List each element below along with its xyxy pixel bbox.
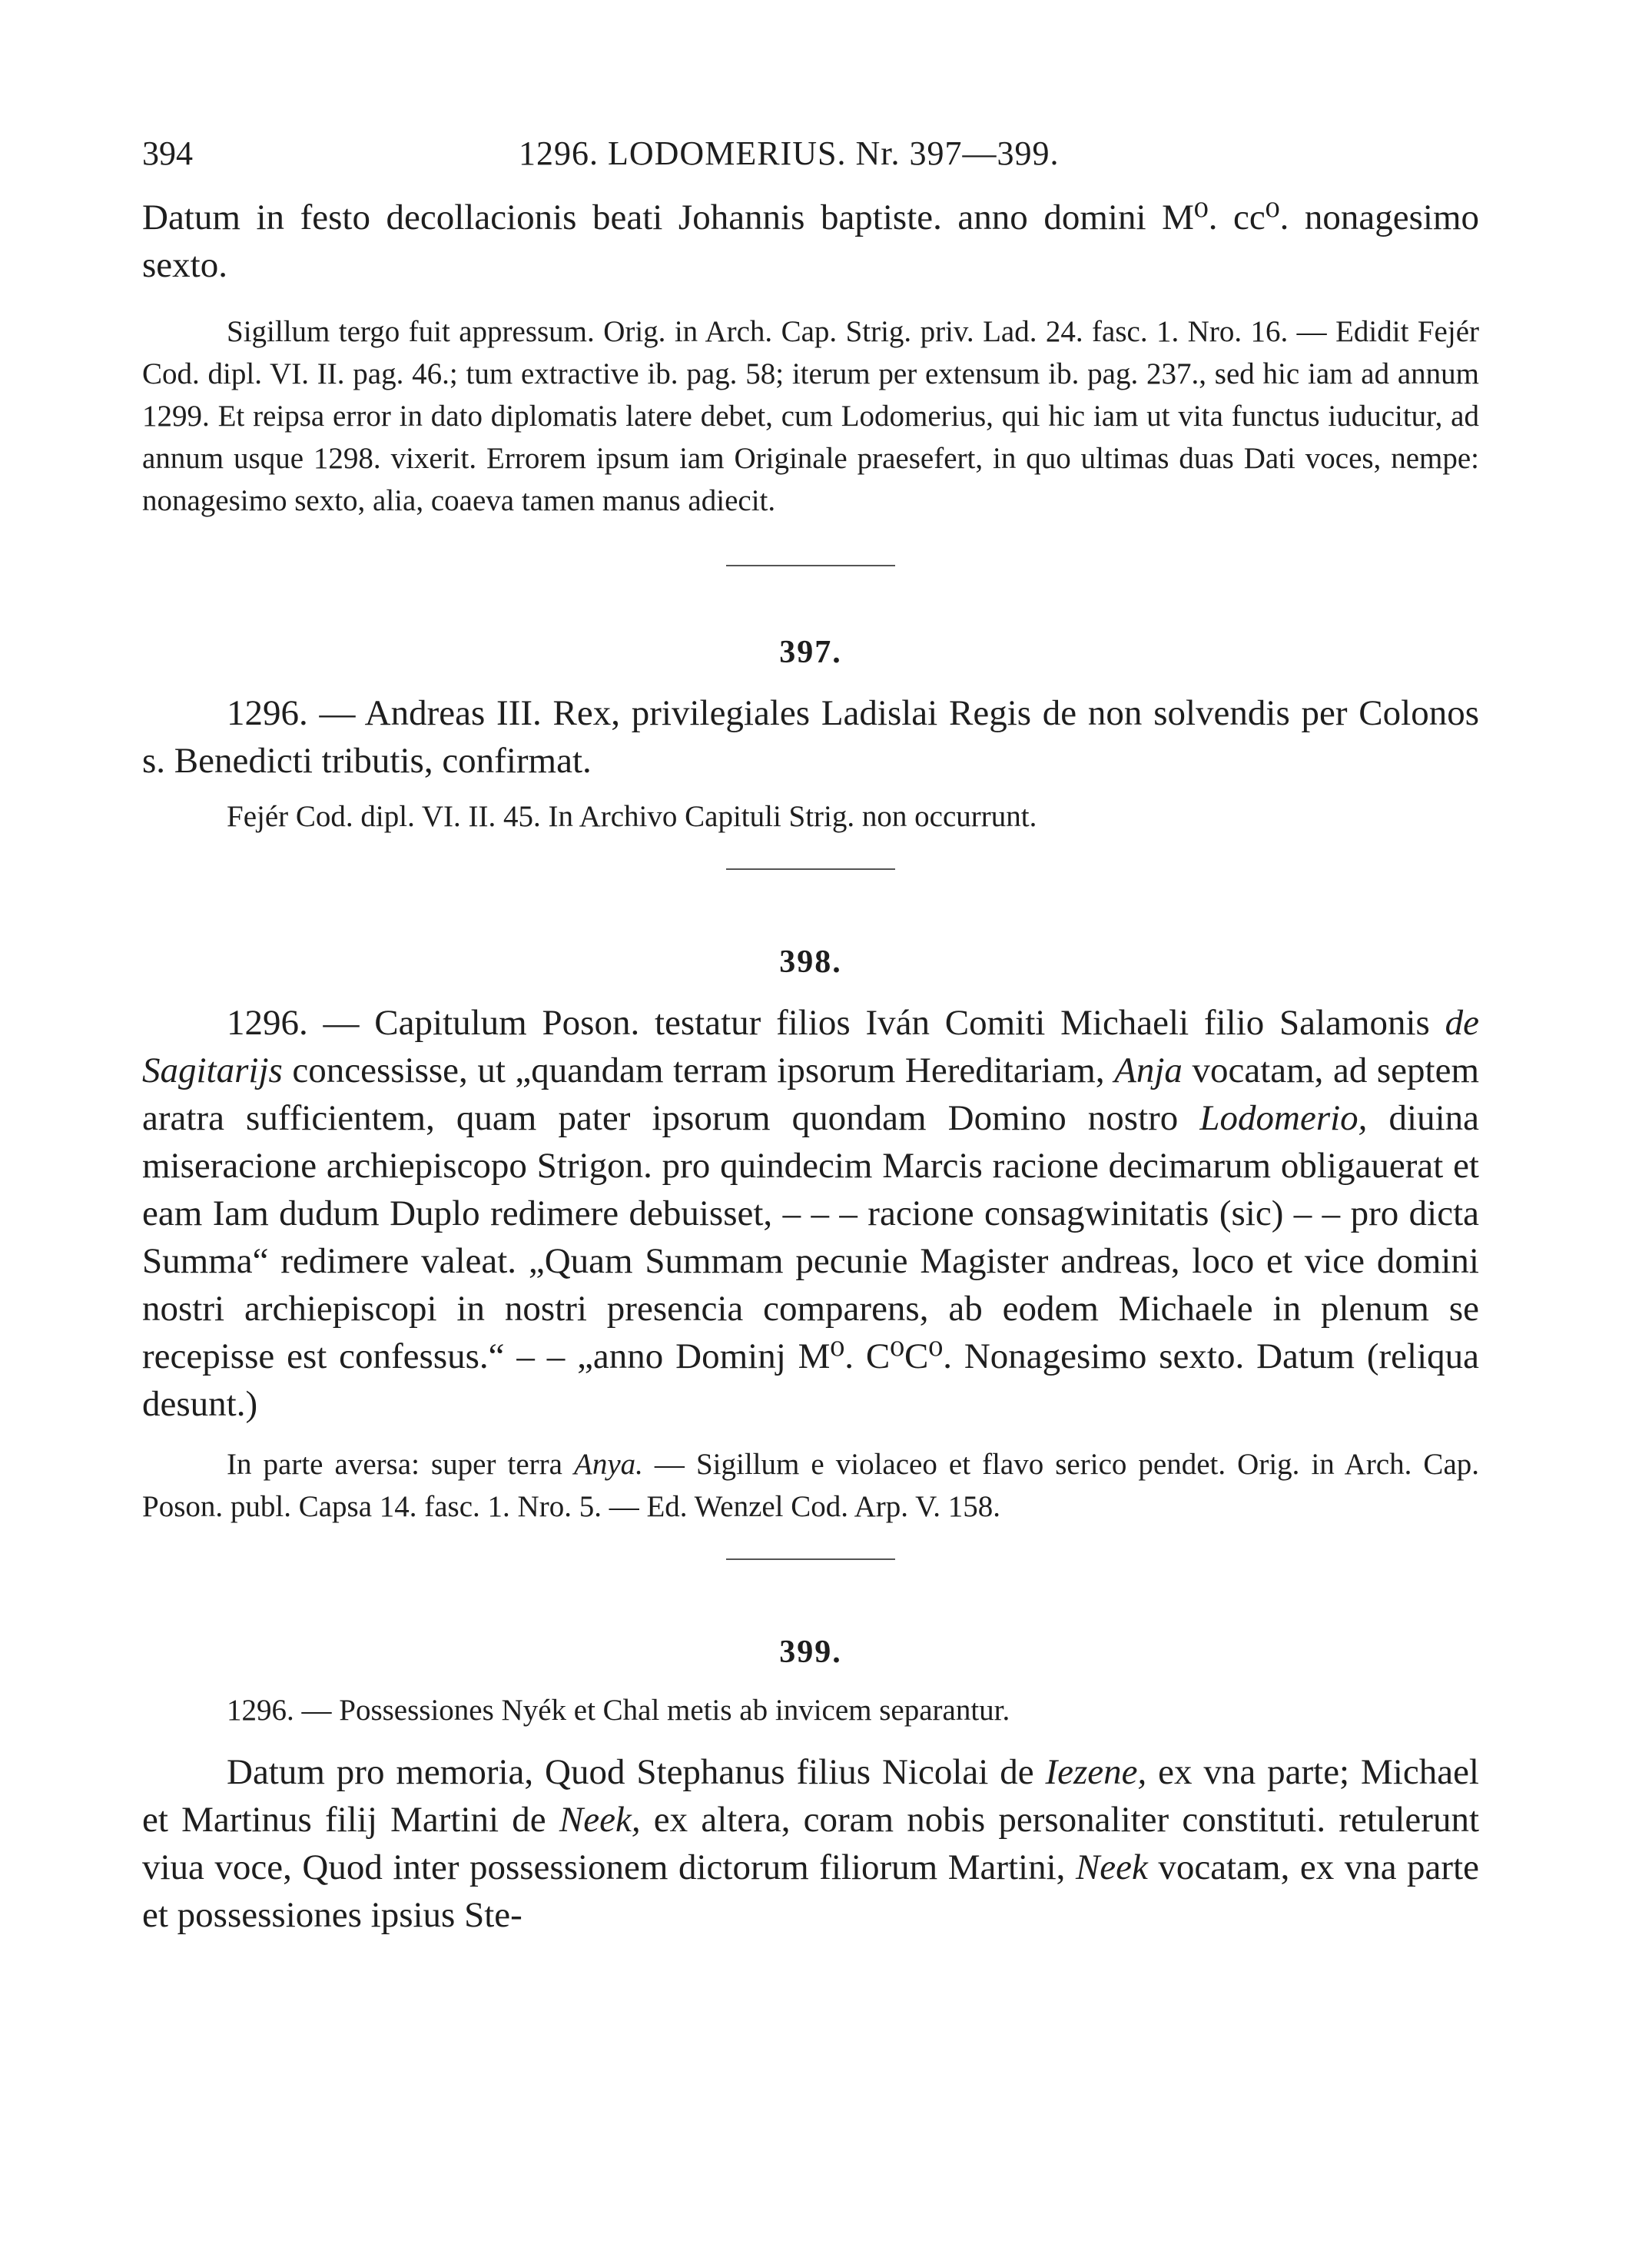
place-name-italic: de Sagitarijs [142,1003,1479,1090]
summary-part: 1296. — Capitulum Poson. testatur filios Iván Comiti Michaeli filio Salamonis [227,1003,1445,1043]
text-part: Datum pro memoria, Quod Stephanus filius Nicolai de [227,1752,1046,1792]
summary-part: concessisse, ut „quandam terram ipsorum Hereditariam, [282,1051,1115,1090]
text-part: ex altera, coram nobis personaliter constituti. retulerunt viua voce, Quod inter possessionem dictorum filiorum Martini, [142,1800,1479,1887]
place-name-italic: Neek [1075,1847,1148,1887]
entry-398-summary [142,999,1479,1428]
person-name-italic: Lodomerio, [1199,1098,1368,1138]
entry-397-note [142,795,1479,838]
page-number: 394 [142,134,193,172]
place-name-italic: Anja [1114,1051,1183,1090]
place-name-italic: Neek, [559,1800,641,1840]
prev-entry-note [142,310,1479,522]
text-part: vocatam, ex vna parte et possessiones ipsius Ste- [142,1847,1479,1935]
note-part: In parte aversa: super terra [227,1448,574,1481]
place-name-italic: Iezene, [1045,1752,1147,1792]
entry-number-399: 399. [779,1635,842,1670]
entry-number-398: 398. [779,944,842,980]
prev-entry-dating: Datum in festo decollacionis beati Johannis baptiste. anno domini M⁰. cc⁰. nonagesimo sexto. [142,197,1479,285]
entry-number-397: 397. [779,635,842,670]
place-name-italic: Anya. [574,1448,643,1481]
text-part: ex vna parte; Michael et Martinus filij Martini de [142,1752,1479,1840]
entry-398-note [142,1443,1479,1528]
entry-399-text [142,1748,1479,1939]
entry-397-summary [142,689,1479,785]
page [142,123,1479,1939]
summary-part: diuina miseracione archiepiscopo Strigon. pro quindecim Marcis racione decimarum obligauerat et eam Iam dudum Duplo redimere debuisset, – – – racione consagwinitatis (sic) – – pro dicta Summa“ redimere valeat. „Quam Summam pecunie Magister andreas, loco et vice domini nostri archiepiscopi in nostri presencia comparens, ab eodem Michaele in plenum se recepisse est confessus.“ – – „anno Dominj M⁰. C⁰C⁰. Nonagesimo sexto. Datum (reliqua desunt.) [142,1098,1479,1424]
summary-part: vocatam, ad septem aratra sufficientem, quam pater ipsorum quondam Domino nostro [142,1051,1479,1138]
entry-397-summary-text: 1296. — Andreas III. Rex, privilegiales Ladislai Regis de non solvendis per Colonos s. Benedicti tributis, confirmat. [142,693,1479,781]
entry-399-summary [142,1689,1479,1731]
running-title: 1296. LODOMERIUS. Nr. 397—399. [519,134,1060,172]
entry-397-note-text: Fejér Cod. dipl. VI. II. 45. In Archivo Capituli Strig. non occurrunt. [227,800,1037,833]
note-part: — Sigillum e violaceo et flavo serico pendet. Orig. in Arch. Cap. Poson. publ. Capsa 14. fasc. 1. Nro. 5. — Ed. Wenzel Cod. Arp. V. 158. [142,1448,1480,1523]
entry-399-summary-text: 1296. — Possessiones Nyék et Chal metis ab invicem separantur. [227,1694,1010,1727]
prev-entry-note-text: Sigillum tergo fuit appressum. Orig. in Arch. Cap. Strig. priv. Lad. 24. fasc. 1. Nro. 16. — Edidit Fejér Cod. dipl. VI. II. pag. 46.; tum extractive ib. pag. 58; iterum per extensum ib. pag. 237., sed hic iam ad annum 1299. Et reipsa error in dato diplomatis latere debet, cum Lodomerius, qui hic iam ut vita functus iuducitur, ad annum usque 1298. vixerit. Errorem ipsum iam Originale praesefert, in quo ultimas duas Dati voces, nempe: nonagesimo sexto, alia, coaeva tamen manus adiecit. [142,315,1479,517]
running-head [142,123,1479,184]
